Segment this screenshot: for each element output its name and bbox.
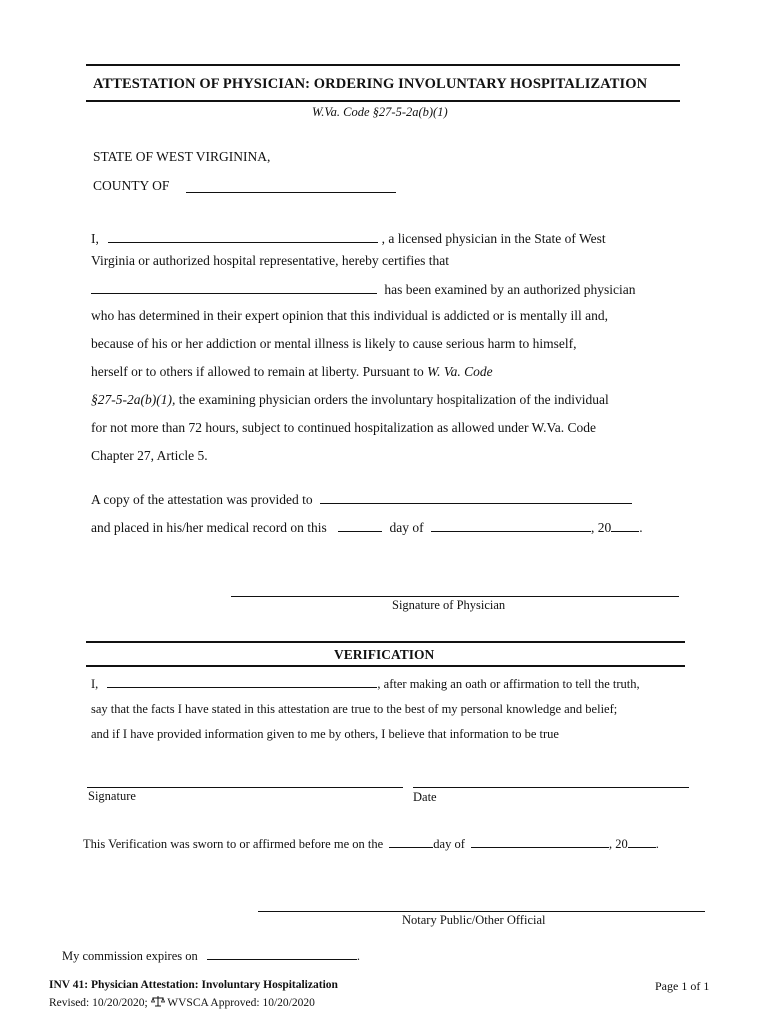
signature-label: Signature bbox=[88, 789, 136, 803]
form-title: ATTESTATION OF PHYSICIAN: ORDERING INVOLUNTARY HOSPITALIZATION bbox=[93, 76, 648, 92]
attest-line-8: for not more than 72 hours, subject to continued hospitalization as allowed under W.Va. Code bbox=[91, 420, 597, 435]
record-year-field[interactable] bbox=[611, 519, 639, 532]
page-number: Page 1 of 1 bbox=[655, 979, 710, 993]
commission-period: . bbox=[356, 949, 361, 963]
verification-title: VERIFICATION bbox=[334, 647, 435, 662]
copy-line-1 bbox=[91, 491, 632, 508]
placed-in-record-label: and placed in his/her medical record on this bbox=[91, 520, 327, 535]
code-citation-b: §27-5-2a(b)(1), bbox=[91, 392, 176, 407]
attest-line-3 bbox=[91, 281, 636, 298]
verifier-signature-line[interactable] bbox=[87, 787, 403, 788]
sworn-day-of-label: day of bbox=[433, 837, 465, 851]
attest-line-1 bbox=[91, 230, 606, 247]
verification-top-rule bbox=[86, 641, 685, 643]
record-day-field[interactable] bbox=[338, 519, 382, 532]
attest-line-7 bbox=[91, 392, 609, 408]
sworn-year-prefix: , 20 bbox=[609, 837, 628, 851]
copy-provided-to-field[interactable] bbox=[320, 491, 632, 504]
day-of-label: day of bbox=[389, 520, 424, 535]
commission-label: My commission expires on bbox=[62, 949, 198, 963]
line7-text: the examining physician orders the involuntary hospitalization of the individual bbox=[175, 392, 609, 407]
sworn-line bbox=[83, 835, 659, 852]
patient-name-field[interactable] bbox=[91, 281, 377, 294]
verification-line-1 bbox=[91, 675, 640, 692]
i-label: I, bbox=[91, 231, 99, 246]
code-reference: W.Va. Code §27-5-2a(b)(1) bbox=[312, 105, 448, 119]
verification-line-2: say that the facts I have stated in this attestation are true to the best of my personal knowledge and belief; bbox=[91, 702, 618, 716]
record-month-field[interactable] bbox=[431, 519, 591, 532]
physician-signature-line[interactable] bbox=[231, 596, 679, 597]
footer-approved: WVSCA Approved: 10/20/2020 bbox=[167, 997, 315, 1009]
line6-text: herself or to others if allowed to remain at liberty. Pursuant to bbox=[91, 364, 428, 379]
copy-line-2 bbox=[91, 519, 643, 536]
sworn-year-field[interactable] bbox=[628, 835, 656, 848]
attest-line-5: because of his or her addiction or mental illness is likely to cause serious harm to himself, bbox=[91, 336, 577, 351]
footer-form-title: INV 41: Physician Attestation: Involuntary Hospitalization bbox=[49, 979, 338, 991]
county-field[interactable] bbox=[186, 192, 396, 193]
verifier-name-field[interactable] bbox=[107, 675, 377, 688]
physician-name-field[interactable] bbox=[108, 230, 378, 243]
attest-line-2: Virginia or authorized hospital representative, hereby certifies that bbox=[91, 253, 450, 268]
sworn-period: . bbox=[655, 837, 659, 851]
verification-line1-suffix: , after making an oath or affirmation to tell the truth, bbox=[377, 677, 640, 691]
scales-of-justice-icon bbox=[151, 995, 165, 1007]
commission-expiry-field[interactable] bbox=[207, 947, 357, 960]
attest-line-6 bbox=[91, 364, 493, 380]
line3-suffix: has been examined by an authorized physician bbox=[384, 282, 636, 297]
code-citation-a: W. Va. Code bbox=[427, 364, 493, 379]
verification-date-line[interactable] bbox=[413, 787, 689, 788]
sworn-month-field[interactable] bbox=[471, 835, 609, 848]
verification-line-3: and if I have provided information given to me by others, I believe that information to be true bbox=[91, 727, 559, 741]
attest-line-4: who has determined in their expert opinion that this individual is addicted or is mentally ill and, bbox=[91, 308, 609, 323]
copy-provided-label: A copy of the attestation was provided to bbox=[91, 492, 313, 507]
physician-signature-label: Signature of Physician bbox=[392, 598, 506, 612]
notary-label: Notary Public/Other Official bbox=[402, 913, 546, 927]
date-label: Date bbox=[413, 790, 437, 804]
period: . bbox=[639, 520, 643, 535]
verification-bottom-rule bbox=[86, 665, 685, 667]
state-line: STATE OF WEST VIRGININA, bbox=[93, 149, 271, 164]
line1-suffix: , a licensed physician in the State of West bbox=[381, 231, 606, 246]
notary-signature-line[interactable] bbox=[258, 911, 705, 912]
footer-revised: Revised: 10/20/2020; bbox=[49, 997, 148, 1009]
header-top-rule bbox=[86, 64, 680, 66]
header-bottom-rule bbox=[86, 100, 680, 102]
county-label: COUNTY OF bbox=[93, 178, 170, 193]
sworn-label: This Verification was sworn to or affirmed before me on the bbox=[83, 837, 384, 851]
sworn-day-field[interactable] bbox=[389, 835, 433, 848]
verification-i-label: I, bbox=[91, 677, 99, 691]
commission-line bbox=[62, 947, 360, 964]
year-prefix: , 20 bbox=[591, 520, 612, 535]
footer-revised-line bbox=[49, 995, 315, 1009]
attest-line-9: Chapter 27, Article 5. bbox=[91, 448, 208, 463]
